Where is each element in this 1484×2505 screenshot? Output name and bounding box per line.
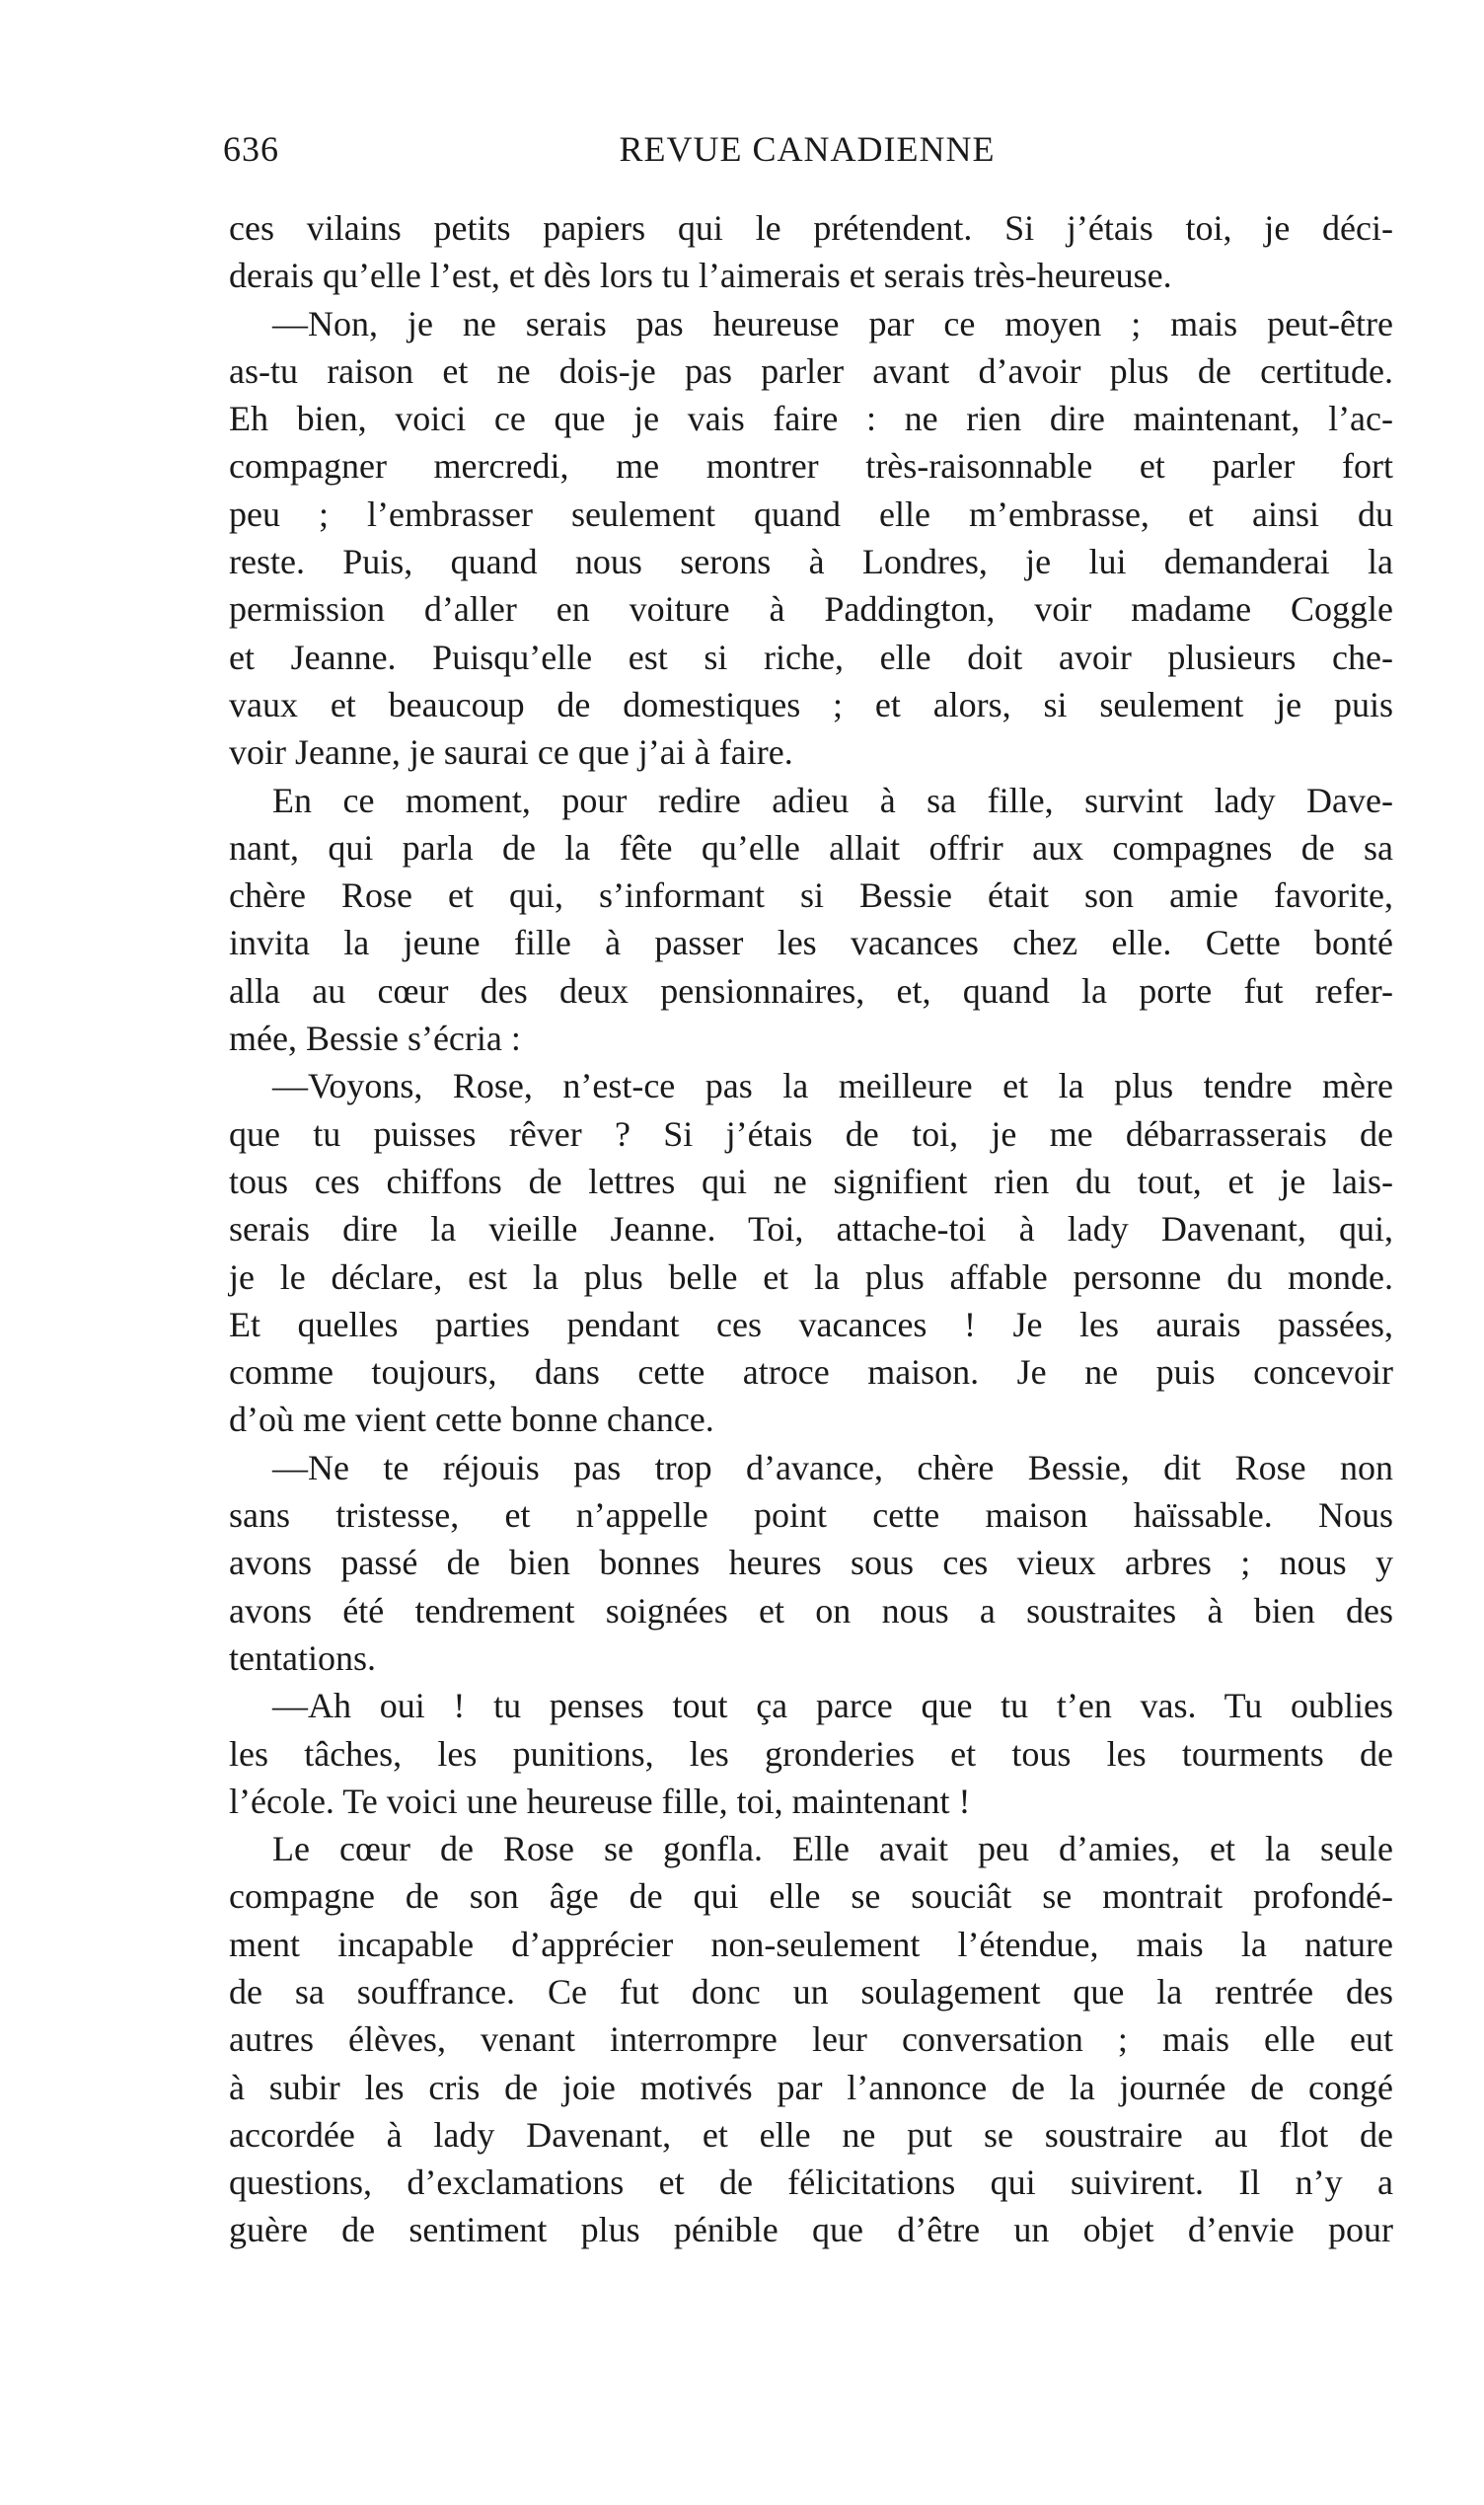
text-line: chère Rose et qui, s’informant si Bessie était son amie favorite, bbox=[229, 875, 1393, 916]
text-line: alla au cœur des deux pensionnaires, et, quand la porte fut refer- bbox=[229, 970, 1393, 1011]
text-line: les tâches, les punitions, les gronderies et tous les tourments de bbox=[229, 1733, 1393, 1774]
text-line: nant, qui parla de la fête qu’elle allait offrir aux compagnes de sa bbox=[229, 827, 1393, 868]
text-line: je le déclare, est la plus belle et la plus affable personne du monde. bbox=[229, 1256, 1393, 1297]
text-line: compagne de son âge de qui elle se souciât se montrait profondé- bbox=[229, 1876, 1393, 1917]
text-line: guère de sentiment plus pénible que d’être un objet d’envie pour bbox=[229, 2210, 1393, 2250]
text-line: accordée à lady Davenant, et elle ne put se soustraire au flot de bbox=[229, 2114, 1393, 2155]
text-line: derais qu’elle l’est, et dès lors tu l’aimerais et serais très-heureuse. bbox=[229, 256, 1172, 296]
text-line: l’école. Te voici une heureuse fille, toi, maintenant ! bbox=[229, 1781, 971, 1821]
text-line: avons été tendrement soignées et on nous a soustraites à bien des bbox=[229, 1590, 1393, 1631]
text-line: mée, Bessie s’écria : bbox=[229, 1019, 521, 1059]
text-line: avons passé de bien bonnes heures sous ces vieux arbres ; nous y bbox=[229, 1543, 1393, 1583]
text-line: serais dire la vieille Jeanne. Toi, attache-toi à lady Davenant, qui, bbox=[229, 1209, 1393, 1250]
text-line: as-tu raison et ne dois-je pas parler avant d’avoir plus de certitude. bbox=[229, 350, 1393, 391]
text-line: de sa souffrance. Ce fut donc un soulagement que la rentrée des bbox=[229, 1971, 1393, 2012]
text-line: reste. Puis, quand nous serons à Londres, je lui demanderai la bbox=[229, 542, 1393, 582]
text-line: —Ne te réjouis pas trop d’avance, chère Bessie, dit Rose non bbox=[272, 1447, 1393, 1487]
text-line: —Ah oui ! tu penses tout ça parce que tu t’en vas. Tu oublies bbox=[272, 1686, 1393, 1726]
text-line: ment incapable d’apprécier non-seulement l’étendue, mais la nature bbox=[229, 1924, 1393, 1964]
text-line: tentations. bbox=[229, 1637, 376, 1678]
text-line: et Jeanne. Puisqu’elle est si riche, elle doit avoir plusieurs che- bbox=[229, 637, 1393, 677]
text-line: invita la jeune fille à passer les vacances chez elle. Cette bonté bbox=[229, 923, 1393, 963]
text-line: compagner mercredi, me montrer très-raisonnable et parler fort bbox=[229, 446, 1393, 487]
text-line: sans tristesse, et n’appelle point cette maison haïssable. Nous bbox=[229, 1495, 1393, 1536]
text-line: Et quelles parties pendant ces vacances ! Je les aurais passées, bbox=[229, 1304, 1393, 1344]
page-number: 636 bbox=[223, 129, 279, 169]
text-line: questions, d’exclamations et de félicitations qui suivirent. Il n’y a bbox=[229, 2163, 1393, 2203]
body-text bbox=[229, 204, 1393, 2254]
text-line: Le cœur de Rose se gonfla. Elle avait peu d’amies, et la seule bbox=[272, 1829, 1393, 1869]
text-line: —Voyons, Rose, n’est-ce pas la meilleure et la plus tendre mère bbox=[272, 1066, 1393, 1106]
text-line: permission d’aller en voiture à Paddington, voir madame Coggle bbox=[229, 589, 1393, 630]
text-line: peu ; l’embrasser seulement quand elle m’embrasse, et ainsi du bbox=[229, 493, 1393, 534]
running-head: REVUE CANADIENNE bbox=[619, 129, 996, 169]
text-line: voir Jeanne, je saurai ce que j’ai à faire. bbox=[229, 732, 793, 773]
page-header bbox=[223, 128, 1391, 178]
text-line: à subir les cris de joie motivés par l’annonce de la journée de congé bbox=[229, 2067, 1393, 2107]
text-line: ces vilains petits papiers qui le prétendent. Si j’étais toi, je déci- bbox=[229, 208, 1393, 248]
text-line: que tu puisses rêver ? Si j’étais de toi, je me débarrasserais de bbox=[229, 1113, 1393, 1154]
text-line: —Non, je ne serais pas heureuse par ce moyen ; mais peut-être bbox=[272, 303, 1393, 343]
text-line: Eh bien, voici ce que je vais faire : ne rien dire maintenant, l’ac- bbox=[229, 399, 1393, 439]
text-line: comme toujours, dans cette atroce maison. Je ne puis concevoir bbox=[229, 1352, 1393, 1393]
text-line: autres élèves, venant interrompre leur conversation ; mais elle eut bbox=[229, 2019, 1393, 2060]
text-line: En ce moment, pour redire adieu à sa fille, survint lady Dave- bbox=[272, 780, 1393, 820]
text-line: vaux et beaucoup de domestiques ; et alors, si seulement je puis bbox=[229, 684, 1393, 724]
text-line: tous ces chiffons de lettres qui ne signifient rien du tout, et je lais- bbox=[229, 1161, 1393, 1201]
text-line: d’où me vient cette bonne chance. bbox=[229, 1400, 714, 1440]
